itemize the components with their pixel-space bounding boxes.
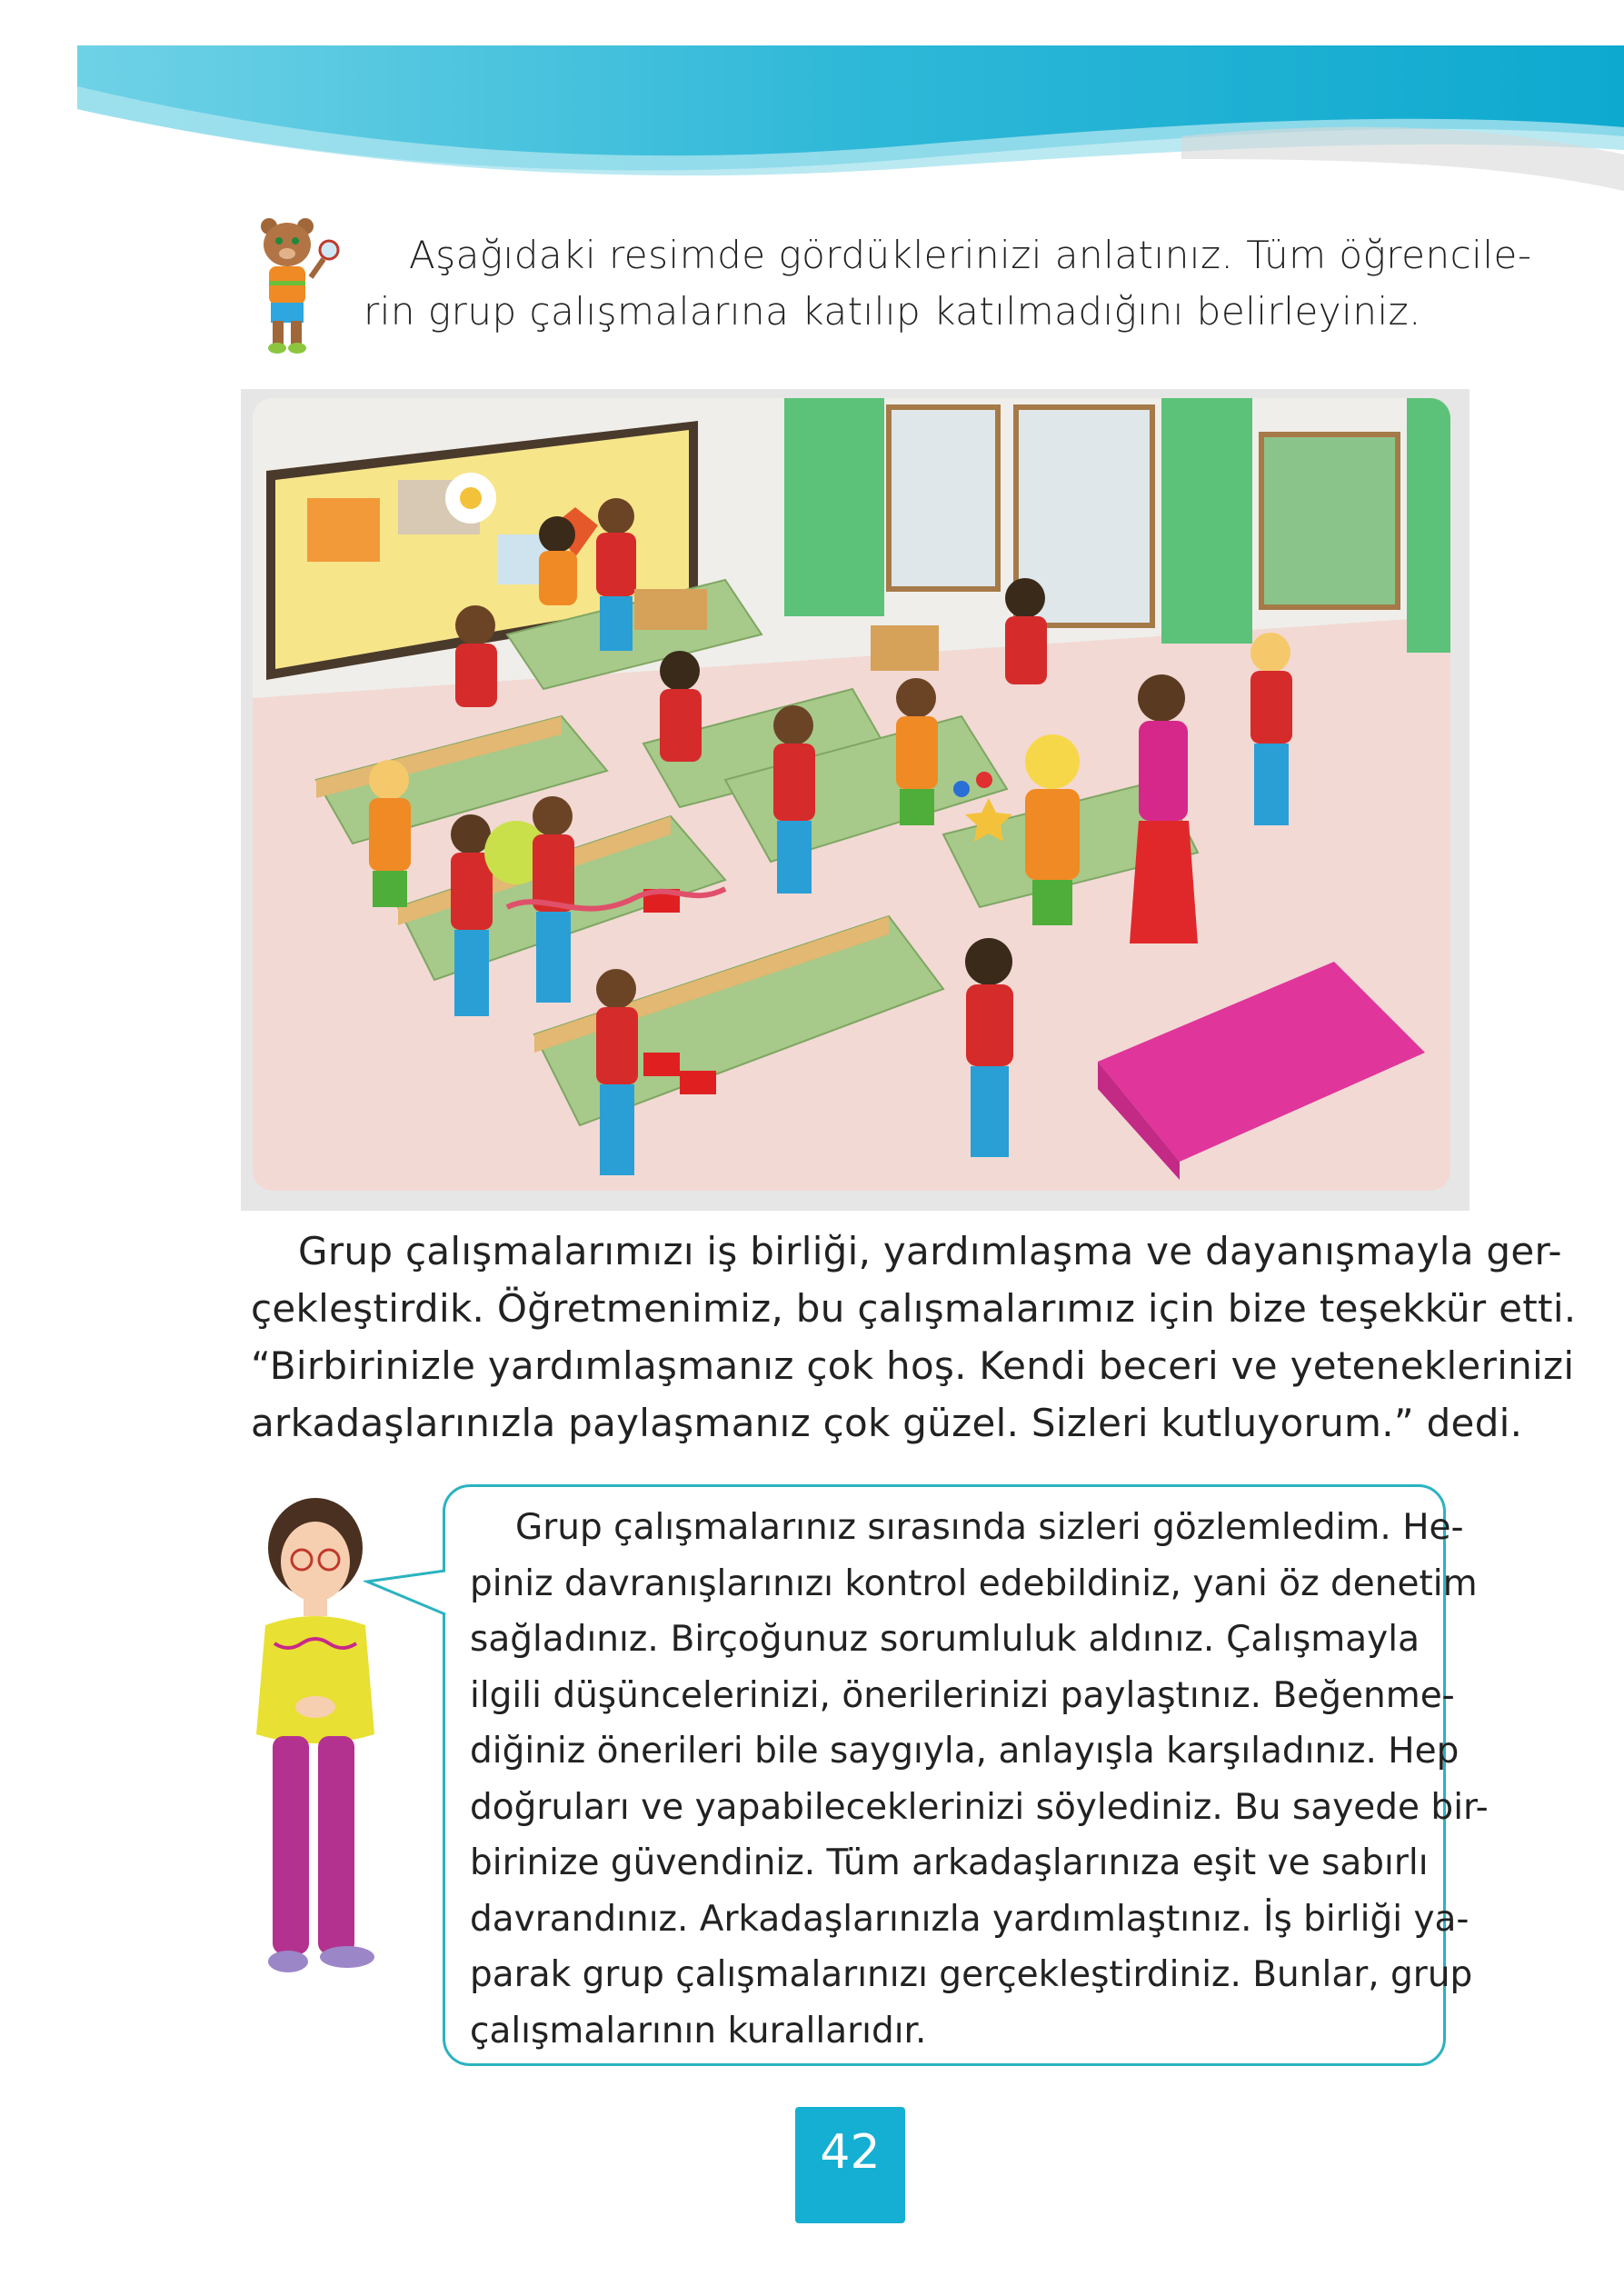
story-paragraph bbox=[251, 1223, 1577, 1452]
instruction-line: Aşağıdaki resimde gördüklerinizi anlatınız. Tüm öğrencile- bbox=[409, 233, 1532, 277]
speech-line: çalışmalarının kurallarıdır. bbox=[470, 2010, 927, 2051]
paragraph-line: Grup çalışmalarımızı iş birliği, yardımlaşma ve dayanışmayla ger- bbox=[298, 1229, 1562, 1273]
instruction-line: rin grup çalışmalarına katılıp katılmadığını belirleyiniz. bbox=[364, 289, 1422, 334]
speech-line: ilgili düşüncelerinizi, önerilerinizi paylaştınız. Beğenme- bbox=[470, 1674, 1455, 1716]
speech-line: birinize güvendiniz. Tüm arkadaşlarınıza eşit ve sabırlı bbox=[470, 1842, 1429, 1883]
header-wave bbox=[0, 0, 1624, 200]
speech-line: diğiniz önerileri bile saygıyla, anlayışla karşıladınız. Hep bbox=[470, 1731, 1460, 1772]
teacher-speech-text bbox=[470, 1500, 1489, 2059]
classroom-illustration bbox=[241, 389, 1470, 1211]
classroom-scene bbox=[253, 398, 1450, 1191]
speech-line: piniz davranışlarınızı kontrol edebildiniz, yani öz denetim bbox=[470, 1562, 1478, 1604]
paragraph-line: çekleştirdik. Öğretmenimiz, bu çalışmalarımız için bize teşekkür etti. bbox=[251, 1286, 1577, 1331]
speech-bubble-tail bbox=[364, 1563, 447, 1618]
paragraph-line: “Birbirinizle yardımlaşmanız çok hoş. Kendi beceri ve yeteneklerinizi bbox=[251, 1343, 1575, 1388]
page-number: 42 bbox=[795, 2107, 905, 2223]
instruction-text bbox=[364, 227, 1532, 340]
speech-line: sağladınız. Birçoğunuz sorumluluk aldınız. Çalışmayla bbox=[470, 1619, 1420, 1660]
paragraph-line: arkadaşlarınızla paylaşmanız çok güzel. Sizleri kutluyorum.” dedi. bbox=[251, 1401, 1523, 1445]
speech-line: doğruları ve yapabileceklerinizi söylediniz. Bu sayede bir- bbox=[470, 1786, 1489, 1828]
bear-mascot-icon bbox=[253, 214, 353, 357]
speech-line: parak grup çalışmalarınızı gerçekleştirdiniz. Bunlar, grup bbox=[470, 1954, 1473, 1995]
speech-line: Grup çalışmalarınız sırasında sizleri gözlemledim. He- bbox=[515, 1507, 1464, 1548]
speech-line: davrandınız. Arkadaşlarınızla yardımlaştınız. İş birliği ya- bbox=[470, 1898, 1470, 1940]
